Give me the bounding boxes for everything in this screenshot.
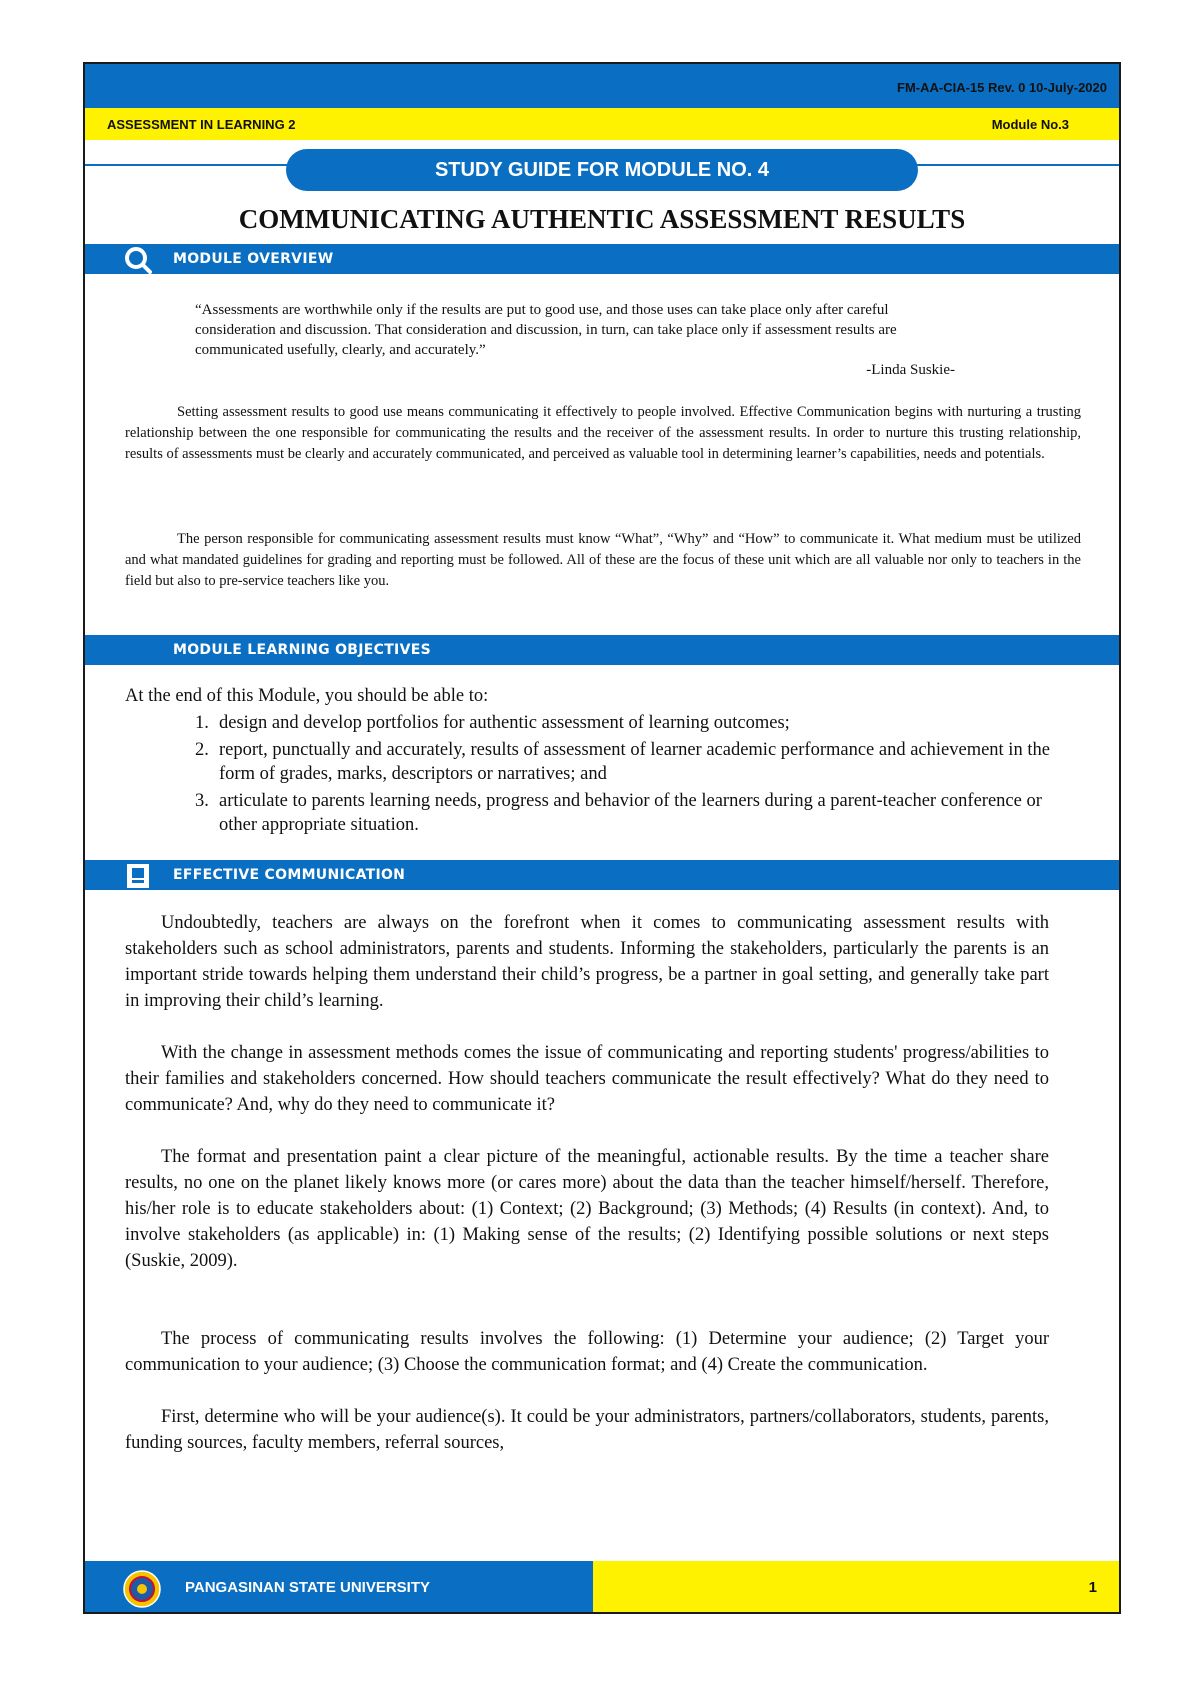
module-overview-bar <box>85 244 1119 274</box>
item-text: articulate to parents learning needs, progress and behavior of the learners during a parent-teacher conference or other appropriate situation. <box>219 791 1042 835</box>
list-item <box>195 738 1055 786</box>
university-name: PANGASINAN STATE UNIVERSITY <box>185 1579 431 1596</box>
paragraph: The format and presentation paint a clear picture of the meaningful, actionable results. By the time a teacher share results, no one on the planet likely knows more (or cares more) about the data than the teacher himself/herself. Therefore, his/her role is to educate stakeholders about: (1) Context; (2) Background; (3) Methods; (4) Results (in context). And, to involve stakeholders (as applicable) in: (1) Making sense of the results; (2) Identifying possible solutions or next steps (Suskie, 2009). <box>125 1147 1049 1271</box>
quote: “Assessments are worthwhile only if the results are put to good use, and those uses can take place only after careful consideration and discussion. That consideration and discussion, in turn, can take place only if assessment results are communicated usefully, clearly, and accurately.” <box>195 302 897 358</box>
form-code: FM-AA-CIA-15 Rev. 0 10-July-2020 <box>897 80 1107 95</box>
paragraph: First, determine who will be your audience(s). It could be your administrators, partners/collaborators, students, parents, funding sources, faculty members, referral sources, <box>125 1407 1049 1453</box>
paragraph: With the change in assessment methods comes the issue of communicating and reporting students' progress/abilities to their families and stakeholders concerned. How should teachers communicate the result effectively? What do they need to communicate? And, why do they need to communicate it? <box>125 1043 1049 1115</box>
module-number: Module No.3 <box>991 117 1069 132</box>
list-item <box>195 789 1055 837</box>
section-heading: MODULE OVERVIEW <box>173 251 334 267</box>
item-text: design and develop portfolios for authentic assessment of learning outcomes; <box>219 713 790 733</box>
magnifier-icon <box>123 246 153 274</box>
item-number: 2. <box>195 740 209 760</box>
item-number: 1. <box>195 713 209 733</box>
item-text: report, punctually and accurately, results of assessment of learner academic performance and achievement in the form of grades, marks, descriptors or narratives; and <box>219 740 1050 784</box>
paragraph: Setting assessment results to good use means communicating it effectively to people involved. Effective Communication begins with nurturing a trusting relationship between the one responsible for communicating the results and the receiver of the assessment results. In order to nurture this trusting relationship, results of assessments must be clearly and accurately communicated, and perceived as valuable tool in determining learner’s capabilities, needs and potentials. <box>125 404 1081 462</box>
footer-page-band <box>593 1561 1121 1614</box>
study-guide-title: STUDY GUIDE FOR MODULE NO. 4 <box>286 149 918 191</box>
page-number: 1 <box>1088 1579 1097 1596</box>
university-seal-icon <box>123 1570 161 1608</box>
page-frame <box>83 62 1121 1614</box>
course-title: ASSESSMENT IN LEARNING 2 <box>107 117 296 132</box>
item-number: 3. <box>195 791 209 811</box>
list-item <box>195 711 1055 735</box>
paragraph: Undoubtedly, teachers are always on the forefront when it comes to communicating assessment results with stakeholders such as school administrators, parents and students. Informing the stakeholders, particularly the parents is an important stride towards helping them understand their child’s progress, be a partner in goal setting, and generally take part in improving their child’s learning. <box>125 913 1049 1011</box>
page-title: COMMUNICATING AUTHENTIC ASSESSMENT RESULTS <box>238 204 966 234</box>
objectives-list <box>195 711 1055 840</box>
section-heading: MODULE LEARNING OBJECTIVES <box>173 642 431 658</box>
section-heading: EFFECTIVE COMMUNICATION <box>173 867 406 883</box>
learning-objectives-bar <box>85 635 1119 665</box>
objectives-intro: At the end of this Module, you should be able to: <box>125 686 489 706</box>
document-icon <box>123 862 153 890</box>
paragraph: The person responsible for communicating assessment results must know “What”, “Why” and “How” to communicate it. What medium must be utilized and what mandated guidelines for grading and reporting must be followed. All of these are the focus of these unit which are all valuable nor only to teachers in the field but also to pre-service teachers like you. <box>125 531 1081 589</box>
effective-communication-bar <box>85 860 1119 890</box>
paragraph: The process of communicating results involves the following: (1) Determine your audience; (2) Target your communication to your audience; (3) Choose the communication format; and (4) Create the communication. <box>125 1329 1049 1375</box>
quote-author: -Linda Suskie- <box>866 362 955 378</box>
